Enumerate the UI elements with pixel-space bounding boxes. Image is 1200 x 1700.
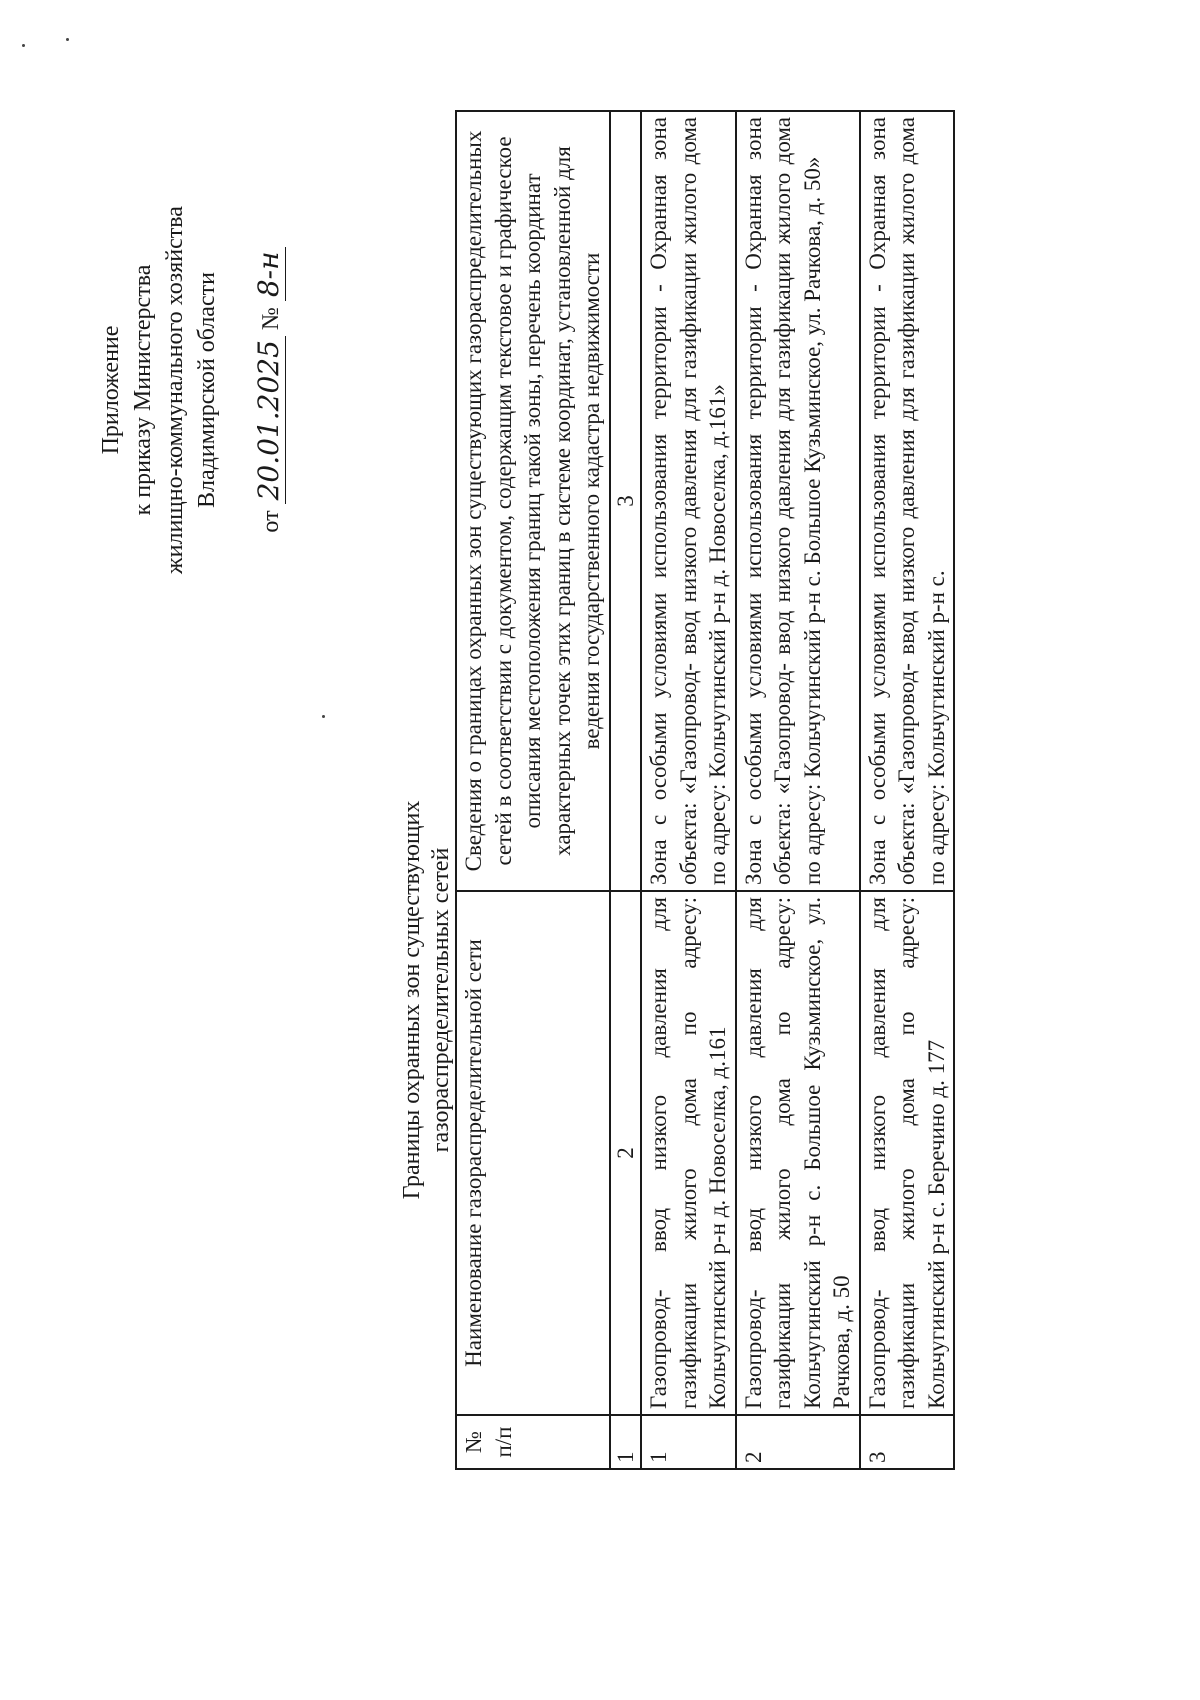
zone-description: Зона с особыми условиями использования территории - Охранная зона объекта: «Газопровод- ввод низкого давления для газификации жилого дома по адресу: Кольчугинский р-н д. Новоселка, д.161» — [641, 111, 736, 891]
title-line: Границы охранных зон существующих — [399, 800, 425, 1200]
appendix-line: Владимирской области — [194, 272, 220, 508]
column-number-row — [610, 111, 642, 1469]
header-number: № п/п — [456, 1415, 610, 1469]
column-number: 2 — [610, 891, 642, 1415]
zone-description: Зона с особыми условиями использования территории - Охранная зона объекта: «Газопровод- ввод низкого давления для газификации жилого дома по адресу: Кольчугинский р-н с. Большое Кузьминское, ул. Рачкова, д. 50» — [736, 111, 860, 891]
column-number: 3 — [610, 111, 642, 891]
row-number: 1 — [641, 1415, 736, 1469]
title-line: газораспределительных сетей — [428, 847, 454, 1153]
zone-description: Зона с особыми условиями использования территории - Охранная зона объекта: «Газопровод- ввод низкого давления для газификации жилого дома по адресу: Кольчугинский р-н с. — [860, 111, 955, 891]
appendix-line: Приложение — [98, 325, 124, 455]
network-name: Газопровод- ввод низкого давления для газификации жилого дома по адресу: Кольчугинский р-н с. Беречино д. 177 — [860, 891, 955, 1415]
table-row — [736, 111, 860, 1469]
order-date: 20.01.2025 — [252, 336, 286, 504]
column-number: 1 — [610, 1415, 642, 1469]
header-network-name: Наименование газораспределительной сети — [456, 891, 610, 1415]
order-number-sign: № — [258, 307, 284, 331]
table-row — [641, 111, 736, 1469]
network-name: Газопровод- ввод низкого давления для газификации жилого дома по адресу: Кольчугинский р-н д. Новоселка, д.161 — [641, 891, 736, 1415]
row-number: 2 — [736, 1415, 860, 1469]
table-header-row — [456, 111, 610, 1469]
order-number: 8-н — [252, 247, 286, 301]
appendix-header — [95, 180, 287, 600]
order-reference — [253, 180, 287, 600]
document-title — [398, 630, 456, 1370]
order-prefix: от — [258, 510, 284, 533]
protection-zones-table — [455, 110, 955, 1470]
appendix-line: к приказу Министерства — [130, 264, 156, 516]
appendix-line: жилищно-коммунального хозяйства — [162, 206, 188, 574]
network-name: Газопровод- ввод низкого давления для газификации жилого дома по адресу: Кольчугинский р-н с. Большое Кузьминское, ул. Рачкова, д. 50 — [736, 891, 860, 1415]
header-zone-info: Сведения о границах охранных зон существующих газораспределительных сетей в соответствии с документом, содержащим текстовое и графическое описания местоположения границ такой зоны, перечень координат характерных точек этих границ в системе координат, установленной для ведения государственного кадастра недвижимости — [456, 111, 610, 891]
row-number: 3 — [860, 1415, 955, 1469]
table-row — [860, 111, 955, 1469]
